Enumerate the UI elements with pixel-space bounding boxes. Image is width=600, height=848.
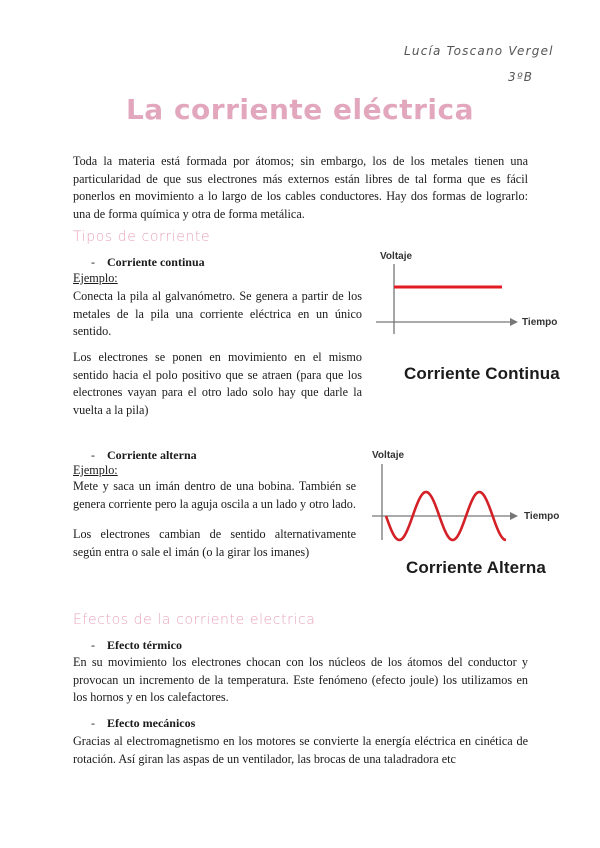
continua-paragraph-2: Los electrones se ponen en movimiento en el mismo sentido hacia el polo positivo que se atraen (para que los electrones vayan para el otro lado solo hay que darle la vuelta a la pila): [73, 350, 362, 417]
bullet-label: Efecto térmico: [107, 638, 182, 652]
dc-y-axis-label: Voltaje: [380, 251, 413, 262]
bullet-dash: -: [91, 716, 95, 730]
ejemplo-label-alterna: Ejemplo:: [73, 463, 118, 477]
ac-y-axis-label: Voltaje: [372, 450, 405, 461]
ac-x-axis-label: Tiempo: [524, 511, 560, 522]
bullet-label: Corriente continua: [107, 255, 205, 269]
section-heading-efectos: Efectos de la corriente electrica: [73, 612, 316, 628]
figure-corriente-continua: [374, 246, 564, 391]
termico-paragraph: En su movimiento los electrones chocan con los núcleos de los átomos del conductor y provocan un incremento de la temperatura. Este fenómeno (efecto joule) los utilizamos en los hornos y en los calefactores.: [73, 655, 528, 705]
dc-arrow-icon: [510, 318, 518, 326]
page-title: La corriente eléctrica: [125, 93, 475, 126]
bullet-dash: -: [91, 638, 95, 652]
section-heading-tipos: Tipos de corriente: [73, 229, 211, 245]
bullet-label: Efecto mecánicos: [107, 716, 196, 730]
intro-paragraph: Toda la materia está formada por átomos; sin embargo, los de los metales tienen una particularidad de que sus electrones más externos están libres de tal forma que es fácil ponerlos en movimiento a lo largo de los cables conductores. Hay dos formas de lograrlo: una de forma química y otra de forma metálica.: [73, 154, 528, 221]
ac-caption: Corriente Alterna: [406, 558, 546, 577]
bullet-corriente-alterna: [73, 448, 373, 463]
bullet-efecto-mecanicos: [73, 716, 373, 731]
bullet-efecto-termico: [73, 638, 373, 653]
bullet-dash: -: [91, 448, 95, 462]
dc-caption: Corriente Continua: [404, 364, 560, 383]
mecanicos-paragraph: Gracias al electromagnetismo en los motores se convierte la energía eléctrica en cinética de rotación. Así giran las aspas de un ventilador, las brocas de una taladradora etc: [73, 734, 528, 766]
continua-paragraph-1: Conecta la pila al galvanómetro. Se genera a partir de los metales de la pila una corriente eléctrica en un único sentido.: [73, 289, 362, 339]
figure-corriente-alterna: [368, 444, 568, 579]
ac-arrow-icon: [510, 512, 518, 520]
dc-x-axis-label: Tiempo: [522, 317, 558, 328]
class-label: 3ºB: [508, 70, 534, 84]
ejemplo-label-continua: Ejemplo:: [73, 271, 118, 285]
bullet-corriente-continua: [73, 255, 373, 270]
alterna-paragraph-1: Mete y saca un imán dentro de una bobina. También se genera corriente pero la aguja oscila a un lado y otro lado.: [73, 479, 356, 511]
author-name: Lucía Toscano Vergel: [404, 44, 554, 58]
bullet-dash: -: [91, 255, 95, 269]
bullet-label: Corriente alterna: [107, 448, 197, 462]
alterna-paragraph-2: Los electrones cambian de sentido alternativamente según entra o sale el imán (o la girar los imanes): [73, 527, 356, 559]
